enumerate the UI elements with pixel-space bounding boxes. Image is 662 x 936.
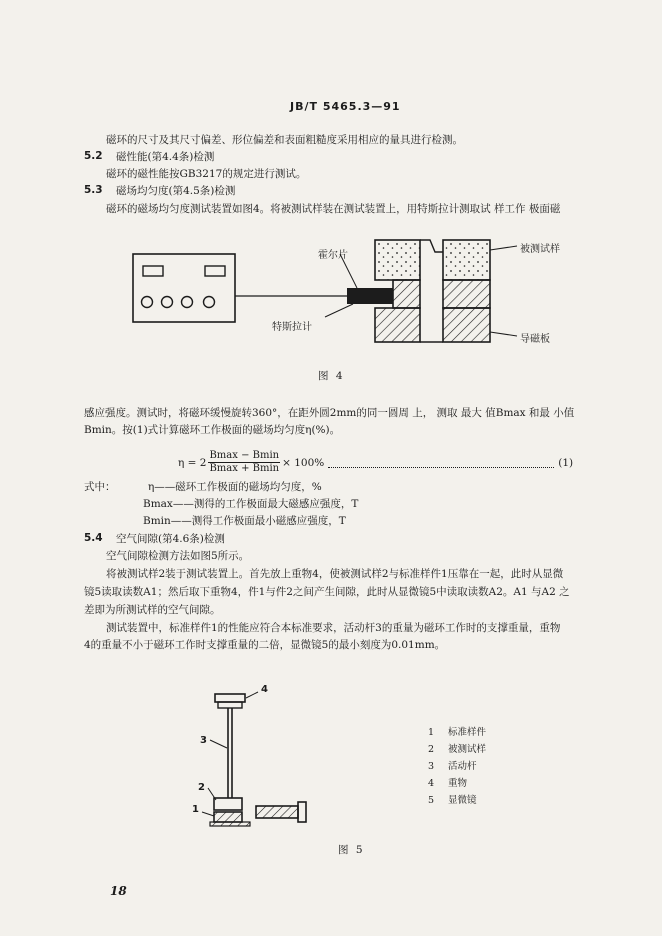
label-hall-element: 霍尔片 — [318, 250, 348, 261]
weight-part — [215, 694, 245, 708]
figure-4-caption: 图 4 — [318, 370, 345, 382]
formula-numerator: Bmax − Bmin — [209, 450, 280, 461]
formula-dot-leader — [328, 457, 554, 468]
label-teslameter: 特斯拉计 — [272, 322, 312, 333]
fig5-number-4: 4 — [261, 684, 268, 695]
section-5-4-title: 空气间隙(第4.6条)检测 — [116, 533, 225, 545]
formula-equation-number: (1) — [558, 456, 574, 469]
figure-5-legend — [428, 724, 486, 809]
section-5-3-title: 磁场均匀度(第4.5条)检测 — [116, 185, 236, 197]
section-5-3-line1: 磁环的磁场均匀度测试装置如图4。将被测试样装在测试装置上，用特斯拉计测取试 样工作 极面磁 — [106, 203, 561, 215]
formula-lhs: η = 2 — [178, 456, 207, 469]
legend-num: 5 — [428, 795, 435, 806]
section-5-3-line2: 感应强度。测试时，将磁环缓慢旋转360°，在距外圆2mm的同一圆周 上， 测取 最大 值Bmax 和最 小值 — [84, 407, 575, 419]
section-5-2-number: 5.2 — [84, 150, 103, 162]
label-magnetic-plate: 导磁板 — [520, 334, 550, 345]
legend-item — [428, 775, 486, 792]
legend-num: 3 — [428, 761, 435, 772]
teslameter-device — [133, 254, 235, 322]
formula-denominator: Bmax + Bmin — [209, 463, 280, 474]
legend-num: 4 — [428, 778, 435, 789]
test-sample-part — [214, 798, 242, 810]
legend-item — [428, 724, 486, 741]
legend-item — [428, 792, 486, 809]
section-5-2-title: 磁性能(第4.4条)检测 — [116, 151, 215, 163]
section-5-4-number: 5.4 — [84, 532, 103, 544]
fig5-number-1: 1 — [192, 804, 199, 815]
microscope-part — [256, 802, 306, 822]
where-item-bmin: Bmin——测得工作极面最小磁感应强度，T — [143, 515, 346, 527]
legend-num: 2 — [428, 744, 435, 755]
base-plate — [210, 822, 250, 826]
legend-text: 被测试样 — [448, 744, 487, 755]
section-5-4-para1-line2: 镜5读取读数A1；然后取下重物4，件1与件2之间产生间隙，此时从显微镜5中读取读数A2。A1 与A2 之 — [84, 586, 570, 598]
where-label: 式中： — [84, 481, 116, 493]
formula-fraction — [208, 450, 280, 475]
moving-rod — [228, 708, 232, 798]
legend-text: 重物 — [448, 778, 468, 789]
section-5-4-para1-line3: 差即为所测试样的空气间隙。 — [84, 604, 221, 616]
standard-part — [214, 812, 242, 822]
magnet-ring-section — [393, 280, 490, 308]
figure-5-caption: 图 5 — [338, 844, 365, 856]
test-sample — [375, 240, 490, 280]
intro-line: 磁环的尺寸及其尺寸偏差、形位偏差和表面粗糙度采用相应的量具进行检测。 — [106, 134, 463, 146]
legend-text: 显微镜 — [448, 795, 477, 806]
legend-item — [428, 758, 486, 775]
label-test-sample: 被测试样 — [520, 244, 560, 255]
legend-item — [428, 741, 486, 758]
section-5-4-para2-line1: 测试装置中，标准样件1的性能应符合本标准要求，活动杆3的重量为磁环工作时的支撑重量，重物 — [106, 622, 561, 634]
legend-num: 1 — [428, 727, 435, 738]
uniformity-formula — [178, 450, 573, 475]
section-5-4-para2-line2: 4的重量不小于磁环工作时支撑重量的二倍，显微镜5的最小刻度为0.01mm。 — [84, 639, 446, 651]
figure-5-diagram — [180, 688, 320, 838]
section-5-2-text: 磁环的磁性能按GB3217的规定进行测试。 — [106, 168, 307, 180]
where-item-bmax: Bmax——测得的工作极面最大磁感应强度，T — [143, 498, 359, 510]
section-5-4-para1-line1: 将被测试样2装于测试装置上。首先放上重物4，使被测试样2与标准样件1压靠在一起，此时从显微 — [106, 568, 564, 580]
section-5-3-number: 5.3 — [84, 184, 103, 196]
section-5-4-line0: 空气间隙检测方法如图5所示。 — [106, 550, 250, 562]
standard-number-header: JB/T 5465.3—91 — [290, 100, 401, 113]
hall-probe — [347, 288, 393, 304]
where-item-eta: η——磁环工作极面的磁场均匀度，% — [148, 481, 322, 493]
legend-text: 标准样件 — [448, 727, 487, 738]
fig5-number-2: 2 — [198, 782, 205, 793]
legend-text: 活动杆 — [448, 761, 477, 772]
formula-rhs: × 100% — [282, 456, 325, 469]
fig5-number-3: 3 — [200, 735, 207, 746]
section-5-3-line3: Bmin。按(1)式计算磁环工作极面的磁场均匀度η(%)。 — [84, 424, 341, 436]
magnetic-plate — [375, 308, 490, 342]
page-number: 18 — [110, 884, 127, 898]
